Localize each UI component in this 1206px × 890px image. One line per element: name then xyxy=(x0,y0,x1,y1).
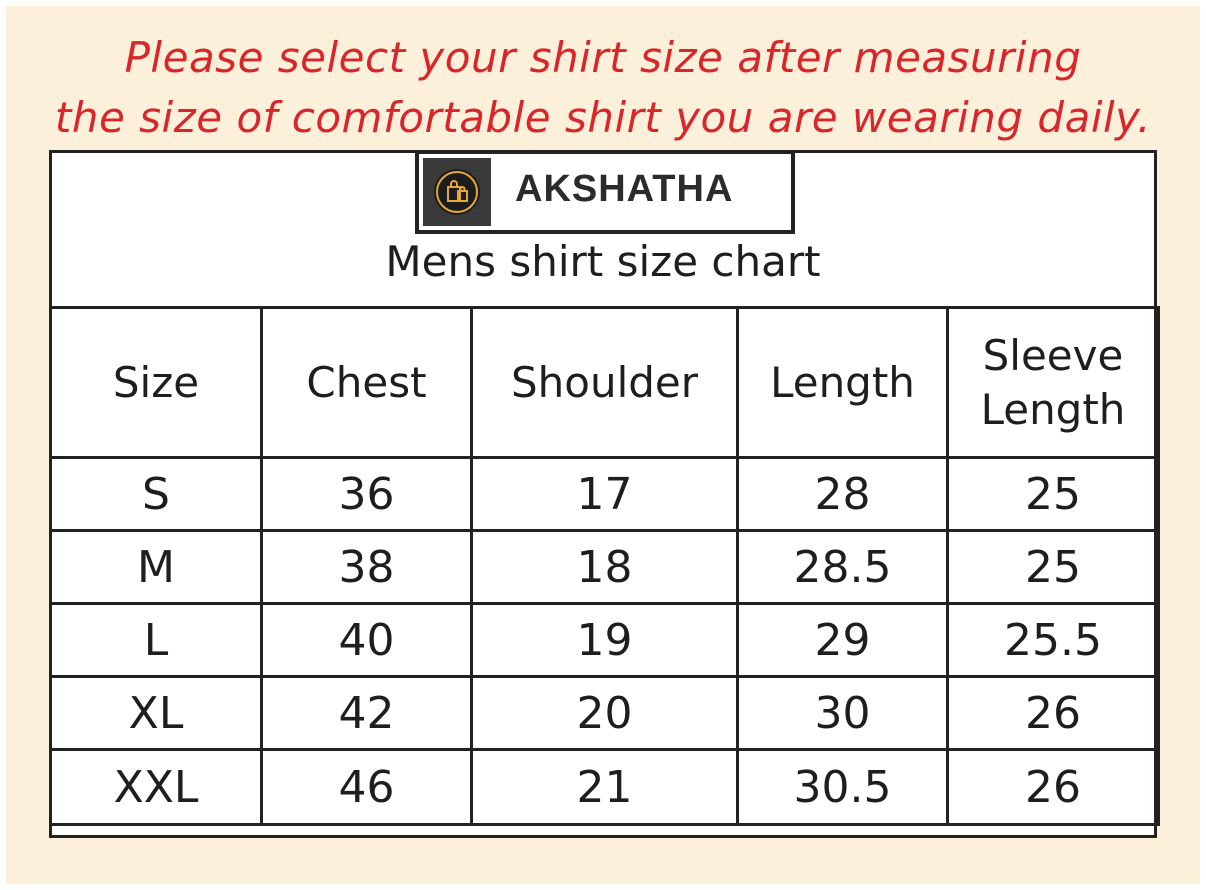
brand-logo xyxy=(423,158,491,226)
shopping-bag-icon xyxy=(434,169,480,215)
cell-length: 30.5 xyxy=(738,750,948,825)
brand-banner-inner xyxy=(419,154,791,230)
cell-size: M xyxy=(51,531,262,604)
cell-sleeve-length: 25.5 xyxy=(948,604,1159,677)
cell-sleeve-length: 25 xyxy=(948,458,1159,531)
cell-length: 30 xyxy=(738,677,948,750)
header-sleeve-length-label: Sleeve Length xyxy=(980,330,1126,434)
table-row xyxy=(51,531,1159,604)
header-sleeve-length xyxy=(948,308,1159,458)
header-length: Length xyxy=(738,308,948,458)
cell-chest: 40 xyxy=(262,604,472,677)
chart-title: Mens shirt size chart xyxy=(385,237,821,286)
brand-name: AKSHATHA xyxy=(515,168,734,210)
cell-size: L xyxy=(51,604,262,677)
cell-shoulder: 19 xyxy=(472,604,738,677)
cell-chest: 42 xyxy=(262,677,472,750)
table-header-row xyxy=(51,308,1159,458)
header-size: Size xyxy=(51,308,262,458)
header-shoulder: Shoulder xyxy=(472,308,738,458)
cell-shoulder: 21 xyxy=(472,750,738,825)
cell-sleeve-length: 26 xyxy=(948,677,1159,750)
table-row xyxy=(51,458,1159,531)
cell-shoulder: 20 xyxy=(472,677,738,750)
cell-length: 28.5 xyxy=(738,531,948,604)
cell-size: S xyxy=(51,458,262,531)
cell-shoulder: 18 xyxy=(472,531,738,604)
cell-length: 29 xyxy=(738,604,948,677)
table-row xyxy=(51,604,1159,677)
table-row xyxy=(51,677,1159,750)
cell-shoulder: 17 xyxy=(472,458,738,531)
cell-chest: 46 xyxy=(262,750,472,825)
brand-banner xyxy=(415,150,795,234)
cell-chest: 36 xyxy=(262,458,472,531)
header-chest: Chest xyxy=(262,308,472,458)
instructions-text xyxy=(0,28,1206,148)
cell-chest: 38 xyxy=(262,531,472,604)
cell-size: XL xyxy=(51,677,262,750)
size-table xyxy=(49,306,1160,826)
cell-sleeve-length: 25 xyxy=(948,531,1159,604)
cell-size: XXL xyxy=(51,750,262,825)
cell-sleeve-length: 26 xyxy=(948,750,1159,825)
instructions-line-1: Please select your shirt size after measuring xyxy=(124,33,1082,82)
table-row xyxy=(51,750,1159,825)
size-chart xyxy=(49,150,1157,838)
instructions-line-2: the size of comfortable shirt you are wearing daily. xyxy=(54,93,1152,142)
cell-length: 28 xyxy=(738,458,948,531)
